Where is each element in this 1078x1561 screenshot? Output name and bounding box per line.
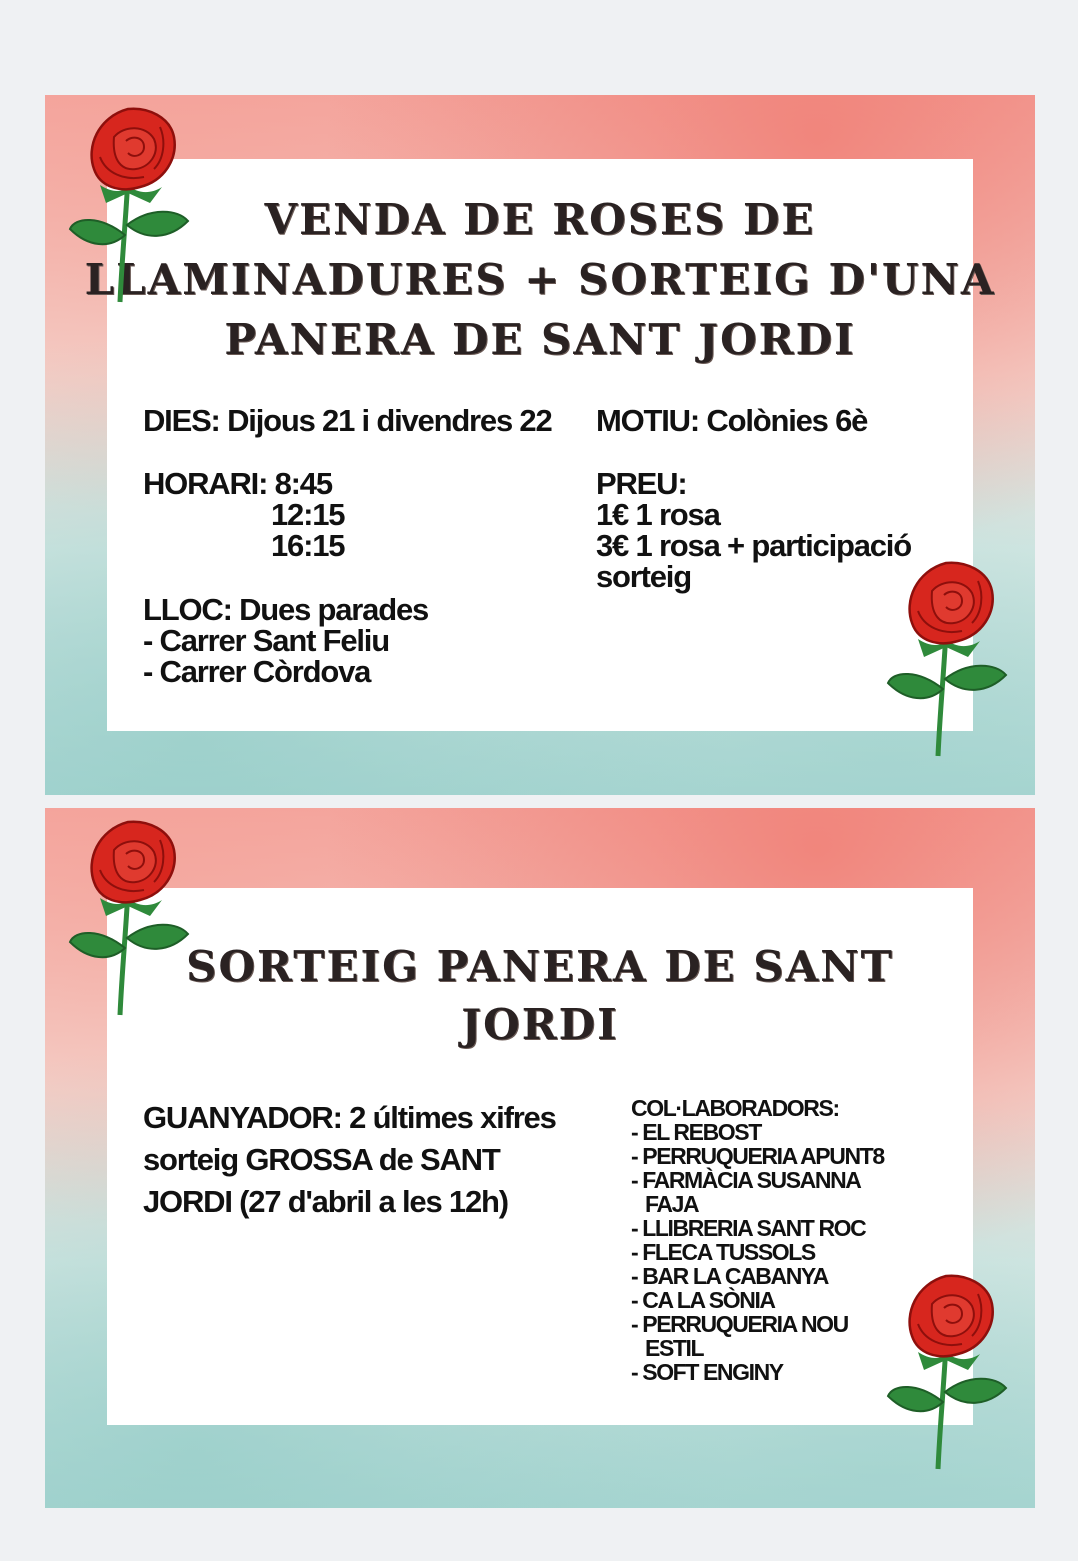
lloc-info [143,594,428,687]
preu-info [596,468,911,592]
title-line: JORDI [461,1000,619,1049]
list-item: ESTIL [645,1335,704,1361]
list-item: - LLIBRERIA SANT ROC [631,1215,866,1241]
list-item: - CA LA SÒNIA [631,1287,775,1313]
rose-icon [883,1274,1013,1474]
list-item: - EL REBOST [631,1119,761,1145]
horari-time: 12:15 [271,497,345,532]
horari-label: HORARI: 8:45 [143,466,332,501]
guanyador-line: GUANYADOR: 2 últimes xifres [143,1100,556,1135]
list-item: - PERRUQUERIA NOU [631,1311,848,1337]
preu-item: 3€ 1 rosa + participació [596,528,911,563]
dies-info: DIES: Dijous 21 i divendres 22 [143,403,552,438]
title-line: SORTEIG PANERA DE SANT [186,942,894,991]
horari-info [143,468,344,561]
horari-time: 16:15 [271,528,345,563]
title-line: LLAMINADURES + SORTEIG D'UNA [84,255,996,304]
preu-item: 1€ 1 rosa [596,497,720,532]
motiu-info: MOTIU: Colònies 6è [596,403,868,438]
list-item: - FARMÀCIA SUSANNA [631,1167,861,1193]
rose-icon [65,107,195,307]
lloc-item: - Carrer Còrdova [143,654,371,689]
collaboradors-title: COL·LABORADORS: [631,1095,839,1121]
list-item: - BAR LA CABANYA [631,1263,828,1289]
lloc-item: - Carrer Sant Feliu [143,623,389,658]
title-line: PANERA DE SANT JORDI [224,315,856,364]
list-item: - SOFT ENGINY [631,1359,783,1385]
list-item: - PERRUQUERIA APUNT8 [631,1143,884,1169]
flyer-card-raffle [45,808,1035,1508]
flyer-card-rose-sale [45,95,1035,795]
rose-icon [65,820,195,1020]
guanyador-info [143,1097,556,1223]
collaboradors-list [631,1096,884,1384]
list-item: FAJA [645,1191,699,1217]
preu-item: sorteig [596,559,691,594]
guanyador-line: sorteig GROSSA de SANT [143,1142,500,1177]
rose-icon [883,561,1013,761]
guanyador-line: JORDI (27 d'abril a les 12h) [143,1184,508,1219]
preu-label: PREU: [596,466,687,501]
title-line: VENDA DE ROSES DE [264,195,816,244]
lloc-label: LLOC: Dues parades [143,592,429,627]
list-item: - FLECA TUSSOLS [631,1239,815,1265]
